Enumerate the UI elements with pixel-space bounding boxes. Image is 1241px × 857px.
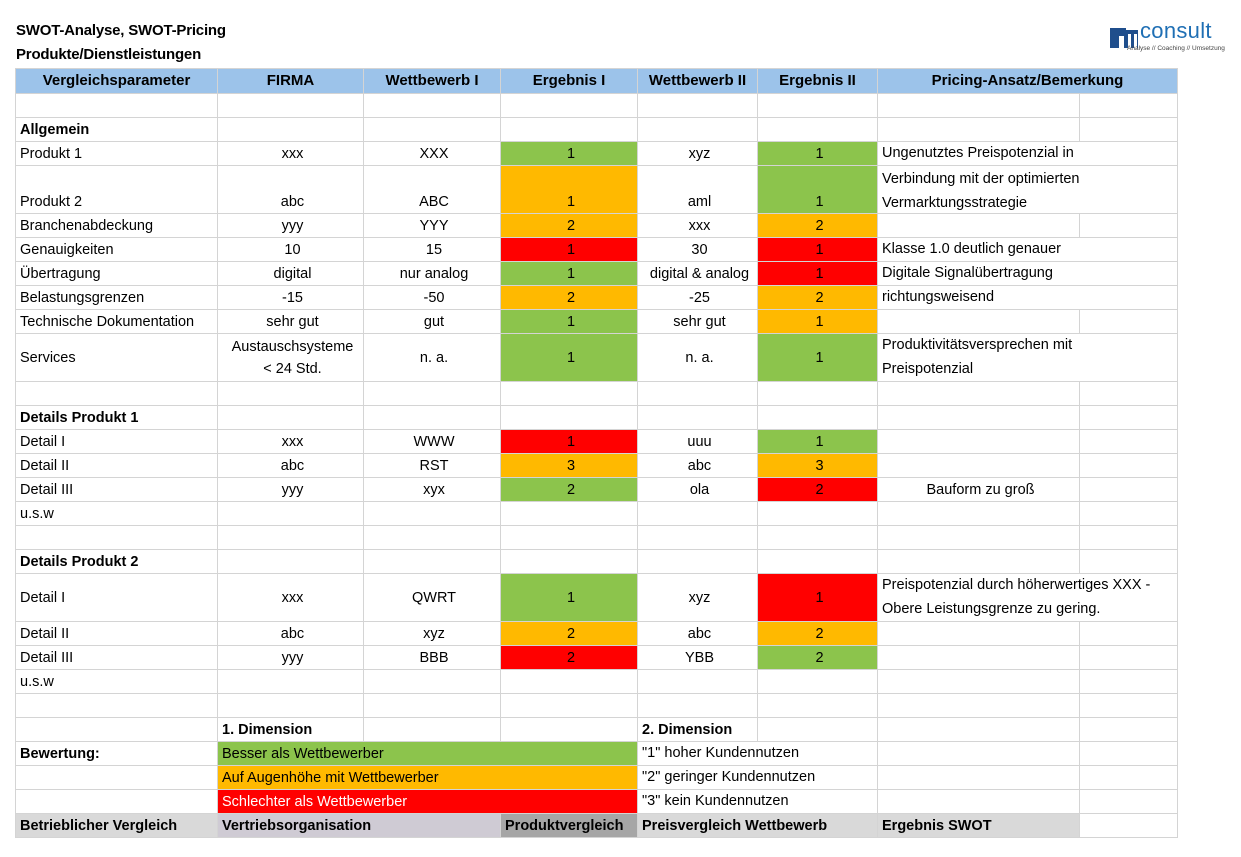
cell[interactable]	[758, 718, 878, 742]
cell[interactable]	[638, 550, 758, 574]
table-row	[16, 550, 1178, 574]
ergebnis1-cell[interactable]: 1	[501, 238, 638, 262]
cell[interactable]	[364, 694, 501, 718]
cell[interactable]	[218, 526, 364, 550]
firma-cell[interactable]: abc	[218, 166, 364, 214]
param-cell[interactable]: Detail I	[16, 574, 218, 622]
wettbewerb2-cell[interactable]: uuu	[638, 430, 758, 454]
cell[interactable]	[1080, 742, 1178, 766]
table-row	[16, 622, 1178, 646]
ergebnis1-cell[interactable]: 3	[501, 454, 638, 478]
cell[interactable]	[16, 718, 218, 742]
cell[interactable]	[16, 790, 218, 814]
logo-tagline: Analyse // Coaching // Umsetzung	[1127, 45, 1225, 52]
firma-cell[interactable]: abc	[218, 622, 364, 646]
wettbewerb1-cell[interactable]: RST	[364, 454, 501, 478]
wettbewerb1-cell[interactable]: gut	[364, 310, 501, 334]
param-cell[interactable]: Detail III	[16, 646, 218, 670]
ergebnis2-cell[interactable]: 1	[758, 166, 878, 214]
cell[interactable]	[878, 94, 1080, 118]
cell[interactable]	[1080, 814, 1178, 838]
cell[interactable]	[878, 790, 1080, 814]
table-row	[16, 238, 1178, 262]
cell[interactable]	[1080, 382, 1178, 406]
wettbewerb1-cell[interactable]: YYY	[364, 214, 501, 238]
sheet-tabs-row	[16, 814, 1178, 838]
cell[interactable]	[638, 406, 758, 430]
firma-cell[interactable]: yyy	[218, 478, 364, 502]
legend-row	[16, 742, 1178, 766]
cell[interactable]	[218, 118, 364, 142]
cell[interactable]	[638, 670, 758, 694]
note-text: Digitale Signalübertragung	[882, 265, 1053, 281]
cell[interactable]	[364, 670, 501, 694]
note-cell[interactable]	[878, 430, 1080, 454]
param-cell[interactable]: Detail III	[16, 478, 218, 502]
wettbewerb2-cell[interactable]: abc	[638, 454, 758, 478]
cell[interactable]	[1080, 310, 1178, 334]
wettbewerb1-cell[interactable]: QWRT	[364, 574, 501, 622]
cell[interactable]	[218, 94, 364, 118]
cell[interactable]	[638, 118, 758, 142]
cell[interactable]	[1080, 790, 1178, 814]
ergebnis1-cell[interactable]: 1	[501, 310, 638, 334]
cell[interactable]	[758, 550, 878, 574]
ergebnis1-cell[interactable]: 1	[501, 166, 638, 214]
param-cell[interactable]: Übertragung	[16, 262, 218, 286]
note-text: richtungsweisend	[882, 289, 995, 305]
cell[interactable]	[364, 94, 501, 118]
cell[interactable]	[364, 526, 501, 550]
legend-text[interactable]	[638, 790, 878, 814]
wettbewerb1-cell[interactable]: WWW	[364, 430, 501, 454]
legend-2: "2" geringer Kundennutzen	[642, 769, 816, 785]
swot-table	[15, 68, 1178, 838]
note-cell[interactable]	[878, 238, 1178, 262]
note-cell[interactable]	[878, 310, 1080, 334]
cell[interactable]	[364, 406, 501, 430]
cell[interactable]	[501, 382, 638, 406]
wettbewerb2-cell[interactable]: -25	[638, 286, 758, 310]
cell[interactable]	[1080, 118, 1178, 142]
param-cell[interactable]: Branchenabdeckung	[16, 214, 218, 238]
section-title[interactable]: Details Produkt 1	[16, 406, 218, 430]
cell[interactable]	[218, 406, 364, 430]
wettbewerb2-cell[interactable]: aml	[638, 166, 758, 214]
cell[interactable]	[218, 550, 364, 574]
cell[interactable]	[758, 502, 878, 526]
cell[interactable]	[878, 550, 1080, 574]
table-row	[16, 430, 1178, 454]
note-text: Vermarktungsstrategie	[882, 195, 1028, 211]
cell[interactable]	[638, 694, 758, 718]
dimension-2-title[interactable]: 2. Dimension	[638, 718, 758, 742]
ergebnis2-cell[interactable]: 1	[758, 238, 878, 262]
cell[interactable]	[878, 118, 1080, 142]
wettbewerb2-cell[interactable]: xyz	[638, 142, 758, 166]
firma-cell[interactable]: abc	[218, 454, 364, 478]
note-cell[interactable]	[878, 286, 1178, 310]
ergebnis1-cell[interactable]: 1	[501, 430, 638, 454]
table-row	[16, 214, 1178, 238]
param-cell[interactable]: Services	[16, 334, 218, 382]
cell[interactable]	[218, 670, 364, 694]
cell[interactable]	[638, 94, 758, 118]
table-row	[16, 286, 1178, 310]
cell[interactable]	[878, 670, 1080, 694]
header-cell: Ergebnis I	[501, 69, 638, 94]
header-cell: Wettbewerb II	[638, 69, 758, 94]
cell[interactable]	[501, 694, 638, 718]
wettbewerb1-cell[interactable]: 15	[364, 238, 501, 262]
cell[interactable]	[638, 526, 758, 550]
ergebnis2-cell[interactable]: 1	[758, 262, 878, 286]
ergebnis2-cell[interactable]: 2	[758, 286, 878, 310]
ergebnis2-cell[interactable]: 1	[758, 430, 878, 454]
param-cell[interactable]: Technische Dokumentation	[16, 310, 218, 334]
cell[interactable]	[758, 118, 878, 142]
cell[interactable]	[878, 502, 1080, 526]
wettbewerb1-cell[interactable]: n. a.	[364, 334, 501, 382]
table-row	[16, 142, 1178, 166]
logo-text: consult	[1140, 18, 1212, 43]
header-cell: Wettbewerb I	[364, 69, 501, 94]
wettbewerb2-cell[interactable]: 30	[638, 238, 758, 262]
dimension-1-title[interactable]: 1. Dimension	[218, 718, 364, 742]
cell[interactable]	[878, 694, 1080, 718]
cell[interactable]	[878, 742, 1080, 766]
note-cell[interactable]	[878, 622, 1080, 646]
table-row	[16, 166, 1178, 214]
wettbewerb1-cell[interactable]: BBB	[364, 646, 501, 670]
cell[interactable]	[1080, 478, 1178, 502]
cell[interactable]	[1080, 646, 1178, 670]
cell[interactable]	[1080, 550, 1178, 574]
param-cell[interactable]: Detail II	[16, 454, 218, 478]
wettbewerb2-cell[interactable]: ola	[638, 478, 758, 502]
ergebnis2-cell[interactable]: 3	[758, 454, 878, 478]
param-cell[interactable]: u.s.w	[16, 670, 218, 694]
param-cell[interactable]: u.s.w	[16, 502, 218, 526]
legend-text[interactable]	[638, 742, 878, 766]
note-text: Preispotenzial durch höherwertiges XXX -	[882, 577, 1151, 593]
cell[interactable]	[16, 382, 218, 406]
tab-ergebnis-swot[interactable]: Ergebnis SWOT	[878, 814, 1080, 838]
cell[interactable]	[1080, 454, 1178, 478]
cell[interactable]	[501, 94, 638, 118]
cell[interactable]	[1080, 622, 1178, 646]
param-cell[interactable]: Detail II	[16, 622, 218, 646]
ergebnis1-cell[interactable]: 1	[501, 574, 638, 622]
cell[interactable]	[1080, 502, 1178, 526]
note-cell[interactable]	[878, 166, 1178, 214]
legend-row	[16, 718, 1178, 742]
table-row	[16, 454, 1178, 478]
cell[interactable]	[16, 766, 218, 790]
header-cell: Vergleichsparameter	[16, 69, 218, 94]
legend-row	[16, 790, 1178, 814]
cell[interactable]	[758, 694, 878, 718]
cell[interactable]	[638, 502, 758, 526]
cell[interactable]	[758, 526, 878, 550]
header-cell: FIRMA	[218, 69, 364, 94]
ergebnis2-cell[interactable]: 2	[758, 478, 878, 502]
note-text: Ungenutztes Preispotenzial in	[882, 145, 1074, 161]
note-cell[interactable]	[878, 646, 1080, 670]
table-row	[16, 646, 1178, 670]
cell[interactable]	[501, 502, 638, 526]
ergebnis2-cell[interactable]: 1	[758, 142, 878, 166]
cell[interactable]	[501, 526, 638, 550]
tab-preisvergleich-wettbewerb[interactable]: Preisvergleich Wettbewerb	[638, 814, 878, 838]
table-row	[16, 334, 1178, 382]
firma-cell[interactable]: -15	[218, 286, 364, 310]
legend-red[interactable]: Schlechter als Wettbewerber	[218, 790, 638, 814]
cell[interactable]	[1080, 766, 1178, 790]
cell[interactable]	[218, 502, 364, 526]
wettbewerb1-cell[interactable]: xyx	[364, 478, 501, 502]
tab-vertriebsorganisation[interactable]: Vertriebsorganisation	[218, 814, 501, 838]
ergebnis1-cell[interactable]: 2	[501, 286, 638, 310]
cell[interactable]	[758, 406, 878, 430]
header-cell: Pricing-Ansatz/Bemerkung	[878, 69, 1178, 94]
cell[interactable]	[501, 118, 638, 142]
ergebnis1-cell[interactable]: 2	[501, 646, 638, 670]
cell[interactable]	[878, 766, 1080, 790]
note-cell[interactable]: Bauform zu groß	[878, 478, 1080, 502]
legend-1: "1" hoher Kundennutzen	[642, 745, 800, 761]
ergebnis1-cell[interactable]: 1	[501, 262, 638, 286]
table-header-row	[16, 69, 1178, 94]
cell[interactable]	[1080, 94, 1178, 118]
cell[interactable]	[878, 406, 1080, 430]
note-cell[interactable]	[878, 142, 1178, 166]
consult-logo	[1110, 20, 1230, 54]
cell[interactable]	[501, 718, 638, 742]
ergebnis1-cell[interactable]: 2	[501, 622, 638, 646]
cell[interactable]	[364, 718, 501, 742]
param-cell[interactable]: Produkt 1	[16, 142, 218, 166]
param-cell[interactable]: Genauigkeiten	[16, 238, 218, 262]
ergebnis2-cell[interactable]: 1	[758, 334, 878, 382]
table-row	[16, 478, 1178, 502]
firma-cell[interactable]: 10	[218, 238, 364, 262]
note-text: Produktivitätsversprechen mit	[882, 337, 1073, 353]
table-row	[16, 310, 1178, 334]
section-title[interactable]: Allgemein	[16, 118, 218, 142]
note-cell[interactable]	[878, 574, 1178, 622]
wettbewerb1-cell[interactable]: ABC	[364, 166, 501, 214]
wettbewerb1-cell[interactable]: xyz	[364, 622, 501, 646]
cell[interactable]	[1080, 214, 1178, 238]
page-title: SWOT-Analyse, SWOT-Pricing	[16, 22, 226, 39]
cell[interactable]	[758, 382, 878, 406]
firma-line: < 24 Std.	[263, 360, 322, 377]
tab-produktvergleich[interactable]: Produktvergleich	[501, 814, 638, 838]
note-text: Obere Leistungsgrenze zu gering.	[882, 601, 1101, 617]
ergebnis2-cell[interactable]: 2	[758, 214, 878, 238]
wettbewerb2-cell[interactable]: xxx	[638, 214, 758, 238]
firma-cell[interactable]: yyy	[218, 646, 364, 670]
cell[interactable]	[364, 502, 501, 526]
param-cell[interactable]: Produkt 2	[16, 166, 218, 214]
cell[interactable]	[758, 94, 878, 118]
cell[interactable]	[638, 382, 758, 406]
ergebnis2-cell[interactable]: 1	[758, 310, 878, 334]
cell[interactable]	[16, 94, 218, 118]
firma-cell[interactable]: xxx	[218, 574, 364, 622]
wettbewerb2-cell[interactable]: n. a.	[638, 334, 758, 382]
cell[interactable]	[878, 526, 1080, 550]
ergebnis1-cell[interactable]: 1	[501, 334, 638, 382]
firma-cell[interactable]: sehr gut	[218, 310, 364, 334]
ergebnis1-cell[interactable]: 2	[501, 478, 638, 502]
cell[interactable]	[16, 694, 218, 718]
ergebnis1-cell[interactable]: 2	[501, 214, 638, 238]
wettbewerb2-cell[interactable]: xyz	[638, 574, 758, 622]
table-row	[16, 406, 1178, 430]
ergebnis2-cell[interactable]: 2	[758, 622, 878, 646]
page-subtitle: Produkte/Dienstleistungen	[16, 46, 202, 63]
table-row	[16, 262, 1178, 286]
table-row	[16, 670, 1178, 694]
cell[interactable]	[878, 382, 1080, 406]
param-cell[interactable]: Belastungsgrenzen	[16, 286, 218, 310]
cell[interactable]	[364, 550, 501, 574]
cell[interactable]	[501, 670, 638, 694]
cell[interactable]	[1080, 406, 1178, 430]
note-text: Preispotenzial	[882, 361, 974, 377]
firma-cell[interactable]: xxx	[218, 142, 364, 166]
cell[interactable]	[364, 118, 501, 142]
legend-green[interactable]: Besser als Wettbewerber	[218, 742, 638, 766]
legend-row	[16, 766, 1178, 790]
legend-orange[interactable]: Auf Augenhöhe mit Wettbewerber	[218, 766, 638, 790]
wettbewerb2-cell[interactable]: YBB	[638, 646, 758, 670]
ergebnis1-cell[interactable]: 1	[501, 142, 638, 166]
cell[interactable]	[364, 382, 501, 406]
firma-cell[interactable]: digital	[218, 262, 364, 286]
tab-betrieblicher-vergleich[interactable]: Betrieblicher Vergleich	[16, 814, 218, 838]
cell[interactable]	[1080, 718, 1178, 742]
cell[interactable]	[218, 694, 364, 718]
cell[interactable]	[16, 526, 218, 550]
wettbewerb1-cell[interactable]: -50	[364, 286, 501, 310]
cell[interactable]	[758, 670, 878, 694]
cell[interactable]	[1080, 694, 1178, 718]
cell[interactable]	[1080, 430, 1178, 454]
header-cell: Ergebnis II	[758, 69, 878, 94]
cell[interactable]	[1080, 670, 1178, 694]
ergebnis2-cell[interactable]: 2	[758, 646, 878, 670]
cell[interactable]	[501, 406, 638, 430]
cell[interactable]	[1080, 526, 1178, 550]
legend-text[interactable]	[638, 766, 878, 790]
param-cell[interactable]: Detail I	[16, 430, 218, 454]
wettbewerb1-cell[interactable]: nur analog	[364, 262, 501, 286]
cell[interactable]	[218, 382, 364, 406]
wettbewerb2-cell[interactable]: sehr gut	[638, 310, 758, 334]
cell[interactable]	[501, 550, 638, 574]
ergebnis2-cell[interactable]: 1	[758, 574, 878, 622]
table-row	[16, 118, 1178, 142]
note-text: Klasse 1.0 deutlich genauer	[882, 241, 1061, 257]
firma-cell[interactable]: xxx	[218, 430, 364, 454]
table-row	[16, 574, 1178, 622]
bewertung-label[interactable]: Bewertung:	[16, 742, 218, 766]
wettbewerb2-cell[interactable]: digital & analog	[638, 262, 758, 286]
cell[interactable]	[878, 718, 1080, 742]
note-cell[interactable]	[878, 454, 1080, 478]
wettbewerb2-cell[interactable]: abc	[638, 622, 758, 646]
note-cell[interactable]	[878, 262, 1178, 286]
table-row	[16, 502, 1178, 526]
firma-line: Austauschsysteme	[231, 338, 354, 355]
firma-cell[interactable]	[218, 334, 364, 382]
legend-3: "3" kein Kundennutzen	[642, 793, 789, 809]
section-title[interactable]: Details Produkt 2	[16, 550, 218, 574]
note-cell[interactable]	[878, 334, 1178, 382]
firma-cell[interactable]: yyy	[218, 214, 364, 238]
wettbewerb1-cell[interactable]: XXX	[364, 142, 501, 166]
note-text: Verbindung mit der optimierten	[882, 171, 1080, 187]
note-cell[interactable]	[878, 214, 1080, 238]
